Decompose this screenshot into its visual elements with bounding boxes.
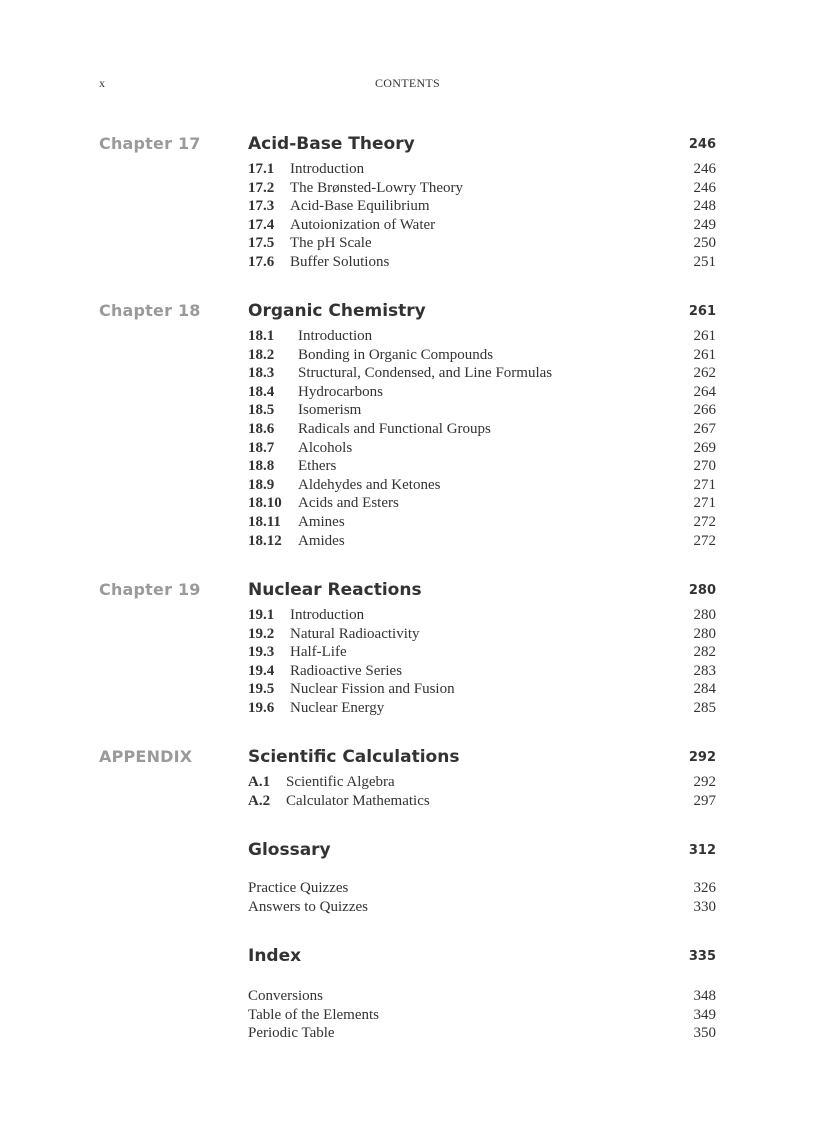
section-page-number: 248 [693, 198, 716, 215]
section-title: Buffer Solutions [290, 253, 390, 270]
section-title: Bonding in Organic Compounds [298, 346, 494, 363]
section-page-number: 261 [693, 346, 716, 363]
section-page-number: 271 [693, 495, 716, 512]
section-title: Introduction [298, 328, 373, 344]
entry-title: Answers to Quizzes [248, 898, 368, 915]
toc-entry[interactable] [248, 476, 716, 495]
section-list [248, 606, 716, 718]
chapter-label: Chapter 19 [99, 580, 201, 599]
toc-entry[interactable] [248, 898, 716, 917]
section-number: 18.10 [248, 495, 282, 512]
toc-entry[interactable] [248, 513, 716, 532]
toc-entry[interactable] [248, 364, 716, 383]
back-matter-list [248, 879, 716, 916]
toc-entry[interactable] [248, 879, 716, 898]
section-title: Introduction [290, 161, 365, 177]
section-number: 18.4 [248, 383, 275, 400]
section-page-number: 261 [693, 328, 716, 344]
toc-entry[interactable] [248, 662, 716, 681]
toc-entry[interactable] [248, 1024, 716, 1043]
toc-entry[interactable] [248, 234, 716, 253]
section-list [248, 160, 716, 272]
section-title: Nuclear Energy [290, 699, 385, 716]
section-page-number: 269 [693, 439, 716, 456]
chapter-page-number: 261 [688, 304, 716, 319]
section-title: Half-Life [290, 644, 347, 661]
toc-entry[interactable] [248, 792, 716, 811]
section-title: Amides [298, 532, 345, 549]
toc-entry[interactable] [248, 643, 716, 662]
section-number: 17.3 [248, 198, 275, 215]
toc-entry[interactable] [248, 420, 716, 439]
toc-entry[interactable] [248, 680, 716, 699]
section-list [248, 327, 716, 550]
section-title: Nuclear Fission and Fusion [290, 681, 455, 698]
section-title: Calculator Mathematics [286, 792, 430, 809]
toc-entry[interactable] [248, 346, 716, 365]
toc-entry[interactable] [248, 457, 716, 476]
section-title: Isomerism [298, 402, 362, 419]
toc-entry[interactable] [248, 327, 716, 346]
toc-entry[interactable] [248, 253, 716, 272]
appendix-label: APPENDIX [99, 747, 193, 766]
section-page-number: 272 [693, 513, 716, 530]
toc-entry[interactable] [248, 625, 716, 644]
back-matter-list [248, 987, 716, 1043]
chapter-title[interactable]: Nuclear Reactions [248, 580, 422, 600]
section-number: 17.4 [248, 216, 275, 233]
toc-entry[interactable] [248, 401, 716, 420]
section-number: 17.6 [248, 253, 275, 270]
section-number: 18.12 [248, 532, 282, 549]
section-page-number: 283 [693, 662, 716, 679]
entry-title: Table of the Elements [248, 1006, 379, 1023]
section-title: Aldehydes and Ketones [298, 476, 441, 493]
section-page-number: 264 [693, 383, 716, 400]
entry-title: Practice Quizzes [248, 880, 349, 896]
section-title: Amines [298, 513, 345, 530]
section-number: 18.11 [248, 513, 281, 530]
section-number: 19.1 [248, 607, 275, 623]
section-title: Acid-Base Equilibrium [290, 198, 430, 215]
section-title: Scientific Algebra [286, 774, 395, 790]
section-page-number: 266 [693, 402, 716, 419]
toc-entry[interactable] [248, 606, 716, 625]
section-number: 18.5 [248, 402, 275, 419]
section-number: A.2 [248, 792, 271, 809]
toc-entry[interactable] [248, 494, 716, 513]
chapter-label: Chapter 17 [99, 134, 201, 153]
section-title: Hydrocarbons [298, 383, 383, 400]
index-page-number: 335 [688, 949, 716, 964]
section-page-number: 285 [693, 699, 716, 716]
section-page-number: 246 [693, 161, 716, 177]
toc-entry[interactable] [248, 532, 716, 551]
entry-page-number: 326 [693, 880, 716, 896]
chapter-page-number: 246 [688, 137, 716, 152]
toc-entry[interactable] [248, 160, 716, 179]
section-number: 18.8 [248, 458, 275, 475]
chapter-18-section [99, 301, 716, 553]
toc-entry[interactable] [248, 383, 716, 402]
chapter-17-section [99, 134, 716, 274]
section-page-number: 292 [693, 774, 716, 790]
chapter-title[interactable]: Organic Chemistry [248, 301, 426, 321]
chapter-title[interactable]: Scientific Calculations [248, 747, 460, 767]
section-title: Ethers [298, 458, 337, 475]
section-page-number: 249 [693, 216, 716, 233]
toc-entry[interactable] [248, 439, 716, 458]
section-page-number: 246 [693, 179, 716, 196]
entry-page-number: 348 [693, 988, 716, 1004]
running-head [99, 76, 716, 92]
section-number: 19.2 [248, 625, 275, 642]
appendix-section [99, 747, 716, 817]
entry-page-number: 349 [693, 1006, 716, 1023]
section-page-number: 270 [693, 458, 716, 475]
section-number: 19.4 [248, 662, 275, 679]
section-title: Autoionization of Water [290, 216, 436, 233]
section-number: A.1 [248, 774, 271, 790]
section-page-number: 297 [693, 792, 716, 809]
section-page-number: 267 [693, 420, 716, 437]
chapter-page-number: 280 [688, 583, 716, 598]
running-head-title: CONTENTS [374, 76, 441, 90]
section-page-number: 251 [693, 253, 716, 270]
entry-page-number: 350 [693, 1025, 716, 1042]
section-page-number: 282 [693, 644, 716, 661]
glossary-section [99, 840, 716, 920]
section-number: 17.2 [248, 179, 275, 196]
toc-entry[interactable] [248, 987, 716, 1006]
section-title: Radicals and Functional Groups [298, 420, 491, 437]
section-number: 17.5 [248, 235, 275, 252]
section-number: 19.5 [248, 681, 275, 698]
section-page-number: 262 [693, 365, 716, 382]
chapter-19-section [99, 580, 716, 720]
section-number: 18.9 [248, 476, 275, 493]
section-number: 19.6 [248, 699, 275, 716]
section-title: The Brønsted-Lowry Theory [290, 179, 464, 196]
section-title: Structural, Condensed, and Line Formulas [298, 365, 553, 382]
toc-entry[interactable] [248, 216, 716, 235]
section-page-number: 272 [693, 532, 716, 549]
toc-entry[interactable] [248, 1006, 716, 1025]
section-number: 17.1 [248, 161, 275, 177]
section-title: Introduction [290, 607, 365, 623]
toc-entry[interactable] [248, 179, 716, 198]
index-title[interactable]: Index [248, 946, 302, 966]
section-number: 19.3 [248, 644, 275, 661]
section-page-number: 271 [693, 476, 716, 493]
section-title: The pH Scale [290, 235, 372, 252]
section-number: 18.2 [248, 346, 275, 363]
section-title: Radioactive Series [290, 662, 403, 679]
section-number: 18.6 [248, 420, 275, 437]
toc-entry[interactable] [248, 197, 716, 216]
glossary-title[interactable]: Glossary [248, 840, 331, 860]
chapter-label: Chapter 18 [99, 301, 201, 320]
entry-title: Periodic Table [248, 1025, 335, 1042]
toc-entry[interactable] [248, 773, 716, 792]
section-number: 18.7 [248, 439, 275, 456]
section-page-number: 284 [693, 681, 716, 698]
section-title: Natural Radioactivity [290, 625, 420, 642]
section-list [248, 773, 716, 810]
chapter-page-number: 292 [688, 750, 716, 765]
section-title: Alcohols [298, 439, 353, 456]
section-page-number: 280 [693, 607, 716, 623]
toc-entry[interactable] [248, 699, 716, 718]
section-number: 18.3 [248, 365, 275, 382]
index-section [99, 946, 716, 1046]
glossary-page-number: 312 [688, 843, 716, 858]
chapter-title[interactable]: Acid-Base Theory [248, 134, 415, 154]
section-page-number: 250 [693, 235, 716, 252]
entry-page-number: 330 [693, 898, 716, 915]
entry-title: Conversions [248, 988, 323, 1004]
section-number: 18.1 [248, 328, 275, 344]
section-page-number: 280 [693, 625, 716, 642]
section-title: Acids and Esters [298, 495, 399, 512]
page-folio: x [99, 76, 105, 90]
